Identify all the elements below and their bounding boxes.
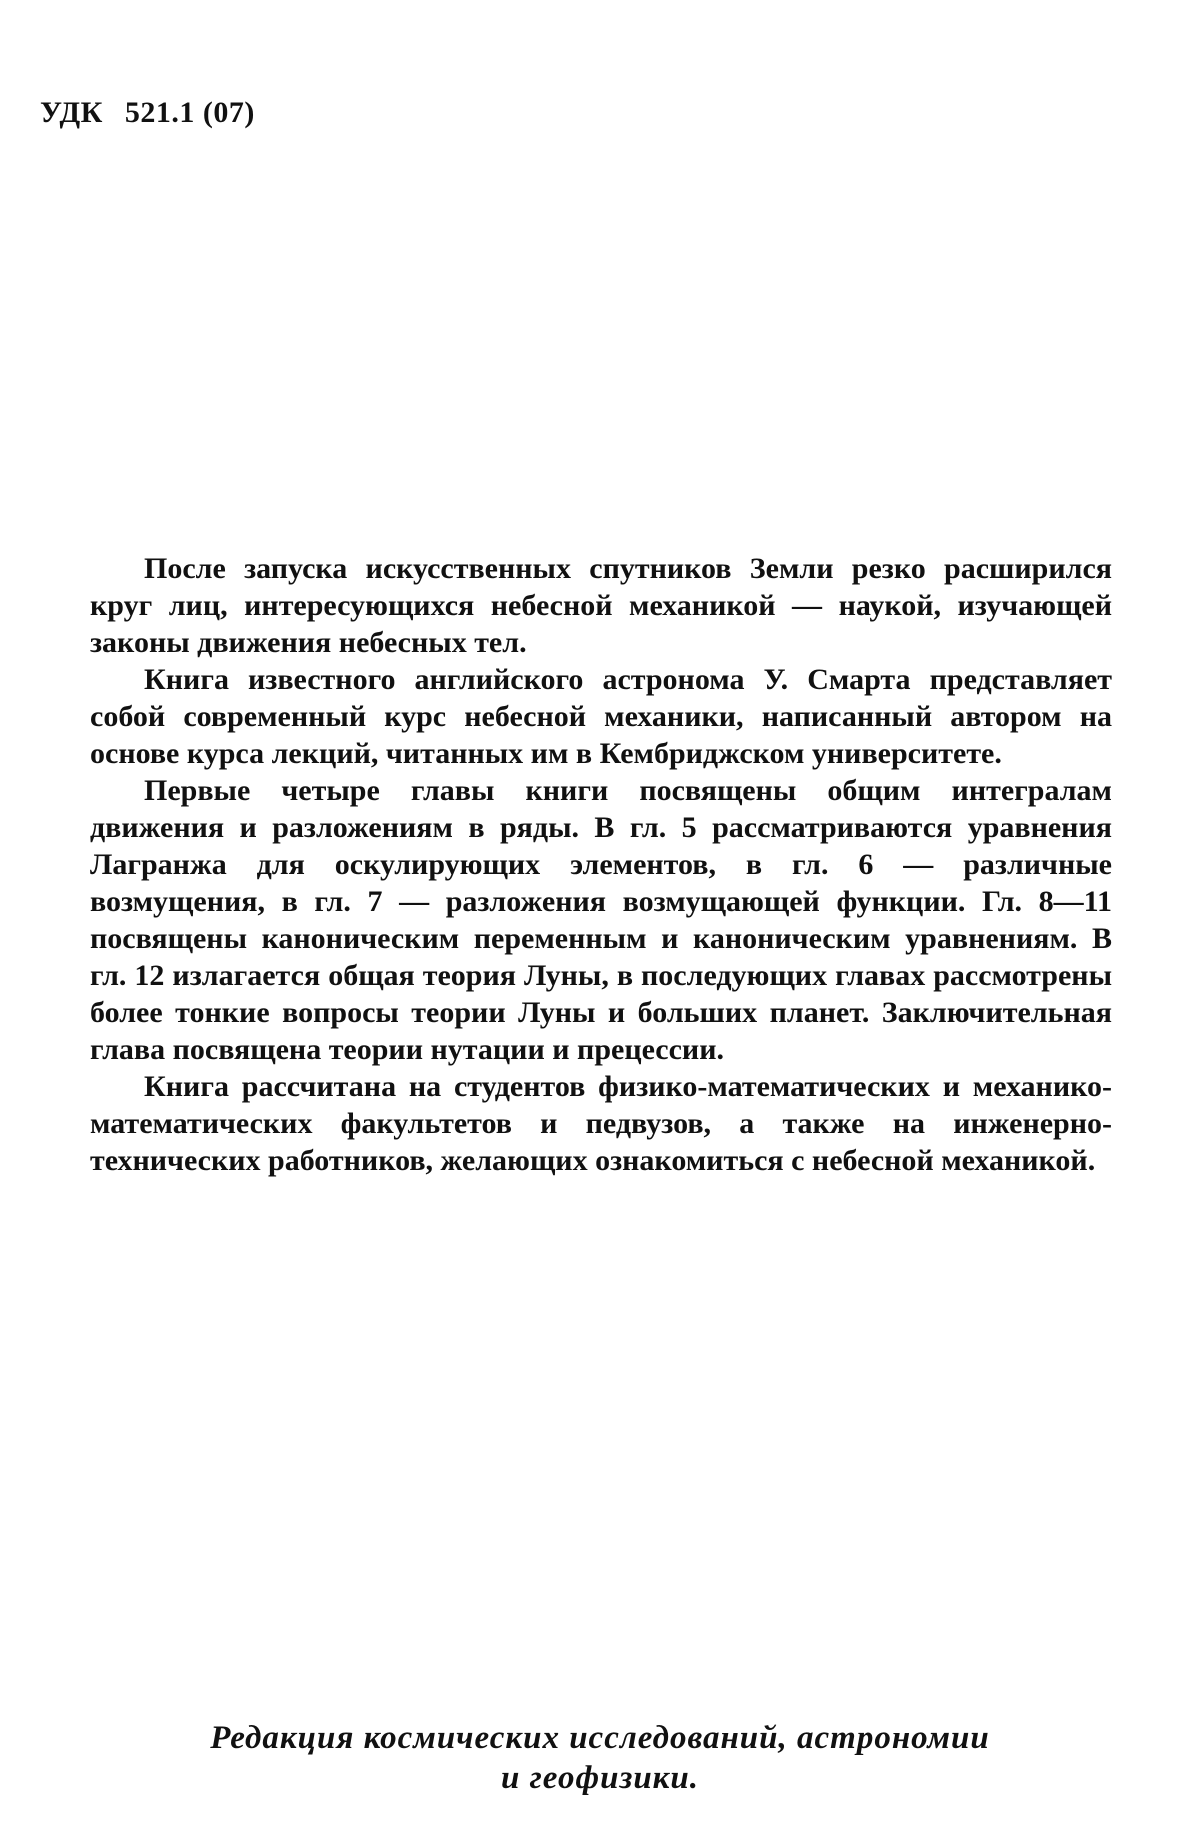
book-annotation	[90, 550, 1112, 1179]
editorial-line: Редакция космических исследований, астрономии	[210, 1720, 990, 1756]
udk-header	[40, 96, 255, 130]
annotation-paragraph: Первые четыре главы книги посвящены общим интегралам движения и разложениям в ряды. В гл. 5 рассматриваются уравнения Лагранжа для оскулирующих элементов, в гл. 6 — различные возмущения, в гл. 7 — разложения возмущающей функции. Гл. 8—11 посвящены каноническим переменным и каноническим уравнениям. В гл. 12 излагается общая теория Луны, в последующих главах рассмотрены более тонкие вопросы теории Луны и больших планет. Заключительная глава посвящена теории нутации и прецессии.	[90, 774, 1112, 1066]
editorial-line: и геофизики.	[500, 1760, 700, 1796]
annotation-paragraph: Книга известного английского астронома У. Смарта представляет собой современный курс небесной механики, написанный автором на основе курса лекций, читанных им в Кембриджском университете.	[90, 663, 1112, 770]
annotation-paragraph: После запуска искусственных спутников Земли резко расширился круг лиц, интересующихся небесной механикой — наукой, изучающей законы движения небесных тел.	[90, 552, 1112, 659]
editorial-office	[0, 1718, 1200, 1798]
udk-code: 521.1 (07)	[124, 96, 255, 129]
annotation-paragraph: Книга рассчитана на студентов физико-математических и механико-математических факультетов и педвузов, а также на инженерно-технических работников, желающих ознакомиться с небесной механикой.	[90, 1070, 1112, 1177]
udk-label: УДК	[40, 96, 103, 129]
